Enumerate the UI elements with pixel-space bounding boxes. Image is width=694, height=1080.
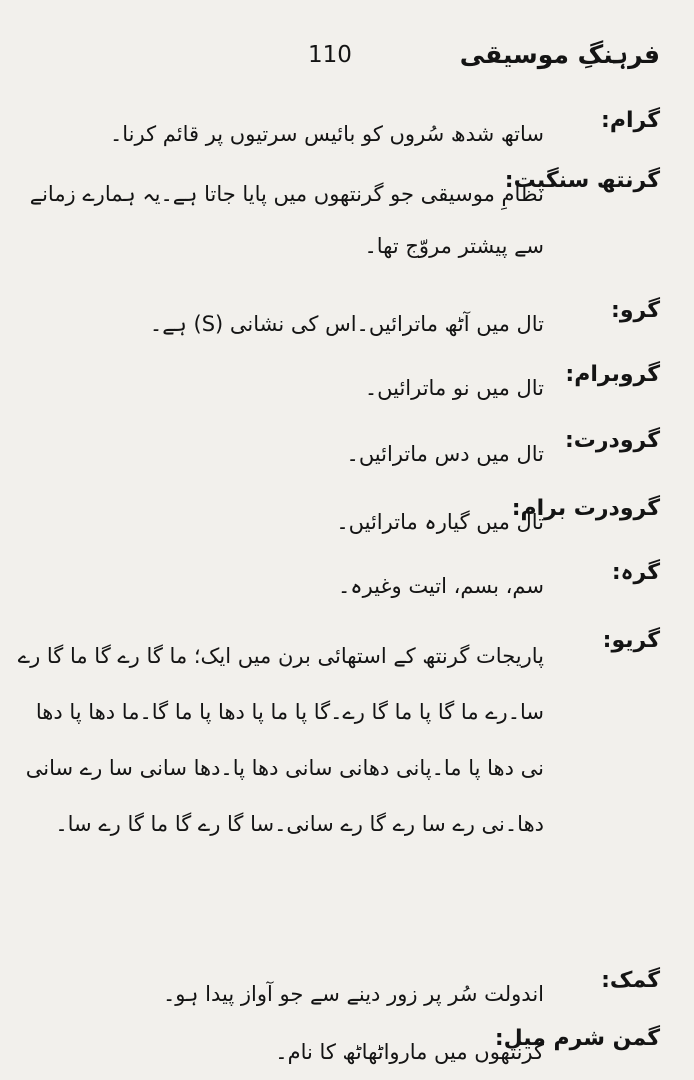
entry-term: گریو:: [602, 628, 660, 653]
entry-definition: اندولت سُر پر زور دینے سے جو آواز پیدا ہو۔: [163, 982, 544, 1006]
entry-definition: تال میں دس ماترائیں۔: [346, 442, 544, 466]
entry-definition: پاریجات گرنتھ کے استھائی برن میں ایک؛ ما گا رے گا ما گا رے سا۔رے ما گا پا ما گا رے۔گا پا ما پا دھا پا ما گا۔ما دھا پا دھا نی دھا پا ما۔پانی دھانی سانی دھا پا۔دھا سانی سا رے سانی دھا۔نی رے سا رے گا رے سانی۔سا گا رے گا ما گا رے سا۔: [17, 644, 544, 836]
entry-definition: تال میں نو ماترائیں۔: [364, 376, 544, 400]
entry-term: گرنتھ سنگیت:: [504, 168, 660, 193]
entry-definition: تال میں آٹھ ماترائیں۔اس کی نشانی (S) ہے۔: [149, 312, 544, 336]
entry-definition: نظامِ موسیقی جو گرنتھوں میں پایا جاتا ہے۔یہ ہمارے زمانے سے پیشتر مروّج تھا۔: [29, 182, 544, 258]
page-number: 110: [308, 42, 352, 68]
entry-term: گمک:: [601, 968, 660, 993]
entry-term: گرام:: [601, 108, 660, 133]
entry-term: گروبرام:: [565, 362, 660, 387]
entry-term: گرہ:: [611, 560, 660, 585]
entry-term: گرودرت برام:: [511, 496, 660, 521]
page-header: [0, 40, 694, 80]
entry-definition: سم، بسم، اتیت وغیرہ۔: [337, 574, 544, 598]
book-title: فرہنگِ موسیقی: [459, 40, 660, 69]
entry-term: گرو:: [611, 298, 660, 323]
entry-term: گرودرت:: [564, 428, 660, 453]
entry-term: گمن شرم میل:: [494, 1026, 660, 1051]
entry-definition: گرنتھوں میں مارواٹھاٹھ کا نام۔: [275, 1040, 544, 1064]
entry-definition: تال میں گیارہ ماترائیں۔: [336, 510, 544, 534]
entry-definition: ساتھ شدھ سُروں کو بائیس سرتیوں پر قائم کرنا۔: [109, 122, 544, 146]
